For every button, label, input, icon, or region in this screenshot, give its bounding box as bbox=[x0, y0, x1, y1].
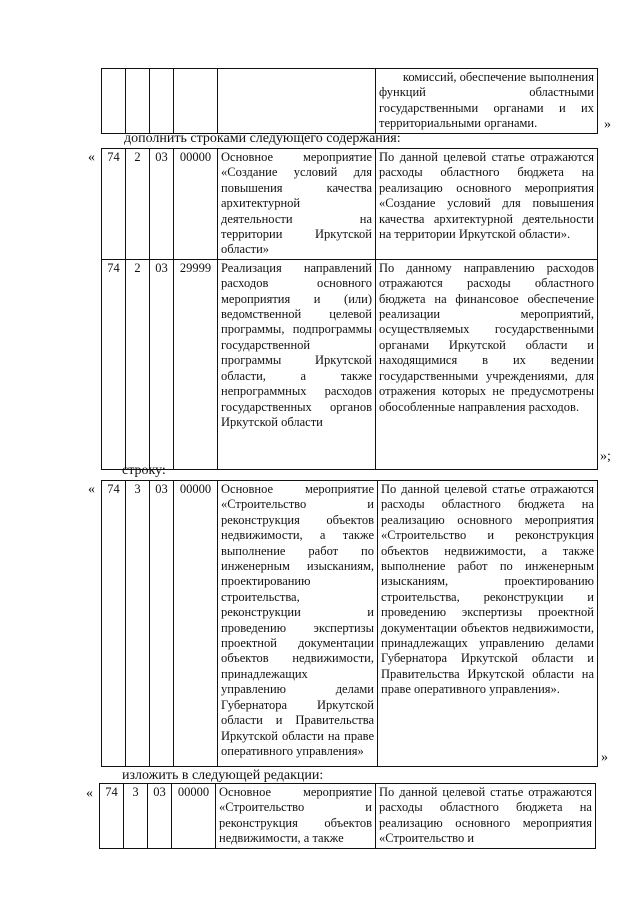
table-row bbox=[102, 69, 598, 134]
close-quote: » bbox=[604, 117, 611, 132]
close-quote: » bbox=[601, 750, 608, 765]
code-cell: 03 bbox=[148, 784, 172, 849]
code-cell: 00000 bbox=[174, 481, 218, 767]
description-cell: По данной целевой статье отражаются расходы областного бюджета на реализацию основного мероприятия «Строительство и bbox=[376, 784, 596, 849]
table-row bbox=[102, 149, 598, 260]
description-cell: По данной целевой статье отражаются расходы областного бюджета на реализацию основного мероприятия «Строительство и реконструкция объектов недвижимости, а также выполнение работ по инженерным изысканиям, проектированию строительства, реконструкции и проведению экспертизы проектной документации объектов недвижимости, принадлежащих управлению делами Губернатора Иркутской области и Правительства Иркутской области на праве оперативного управления». bbox=[378, 481, 598, 767]
open-quote: « bbox=[86, 786, 93, 801]
code-cell: 2 bbox=[126, 259, 150, 469]
budget-table bbox=[101, 148, 598, 470]
code-cell bbox=[102, 69, 126, 134]
table-row bbox=[102, 259, 598, 469]
budget-table bbox=[101, 480, 598, 767]
instruction-caption: изложить в следующей редакции: bbox=[122, 768, 324, 783]
code-cell: 00000 bbox=[174, 149, 218, 260]
name-cell: Основное мероприятие «Строительство и реконструкция объектов недвижимости, а также выполнение работ по инженерным изысканиям, проектированию строительства, реконструкции и проведению экспертизы проектной документации объектов недвижимости, принадлежащих управлению делами Губернатора Иркутской области и Правительства Иркутской области на праве оперативного управления» bbox=[218, 481, 378, 767]
budget-table bbox=[99, 783, 596, 849]
code-cell bbox=[150, 69, 174, 134]
name-cell bbox=[218, 69, 376, 134]
code-cell: 03 bbox=[150, 149, 174, 260]
table-row bbox=[100, 784, 596, 849]
text-line: функций областными bbox=[379, 85, 594, 100]
instruction-caption: дополнить строками следующего содержания: bbox=[124, 131, 401, 146]
code-cell: 03 bbox=[150, 481, 174, 767]
text-line: комиссий, обеспечение выполнения bbox=[402, 70, 594, 84]
code-cell: 03 bbox=[150, 259, 174, 469]
code-cell: 2 bbox=[126, 149, 150, 260]
text-line: государственными органами и их bbox=[379, 100, 594, 115]
code-cell: 74 bbox=[102, 259, 126, 469]
description-cell: По данному направлению расходов отражаются расходы областного бюджета на финансовое обеспечение реализации мероприятий, осуществляемых государственными органами Иркутской области и находящимися в их ведении государственными учреждениями, для отражения которых не предусмотрены обособленные направления расходов. bbox=[376, 259, 598, 469]
code-cell: 74 bbox=[102, 481, 126, 767]
code-cell bbox=[174, 69, 218, 134]
table-row bbox=[102, 481, 598, 767]
name-cell: Основное мероприятие «Создание условий для повышения качества архитектурной деятельности на территории Иркутской области» bbox=[218, 149, 376, 260]
continuation-table bbox=[101, 68, 598, 134]
name-cell: Основное мероприятие «Строительство и реконструкция объектов недвижимости, а также bbox=[216, 784, 376, 849]
description-cell: По данной целевой статье отражаются расходы областного бюджета на реализацию основного мероприятия «Создание условий для повышения качества архитектурной деятельности на территории Иркутской области». bbox=[376, 149, 598, 260]
description-cell bbox=[376, 69, 598, 134]
code-cell: 74 bbox=[100, 784, 124, 849]
code-cell: 3 bbox=[124, 784, 148, 849]
instruction-caption: строку: bbox=[122, 463, 166, 478]
code-cell: 29999 bbox=[174, 259, 218, 469]
name-cell: Реализация направлений расходов основного мероприятия и (или) ведомственной целевой программы, подпрограммы государственной программы Иркутской области, а также непрограммных расходов государственных органов Иркутской области bbox=[218, 259, 376, 469]
open-quote: « bbox=[88, 482, 95, 497]
close-quote: »; bbox=[600, 449, 611, 464]
open-quote: « bbox=[88, 150, 95, 165]
code-cell: 74 bbox=[102, 149, 126, 260]
code-cell: 3 bbox=[126, 481, 150, 767]
text-line: территориальными органами. bbox=[379, 116, 538, 131]
code-cell bbox=[126, 69, 150, 134]
code-cell: 00000 bbox=[172, 784, 216, 849]
